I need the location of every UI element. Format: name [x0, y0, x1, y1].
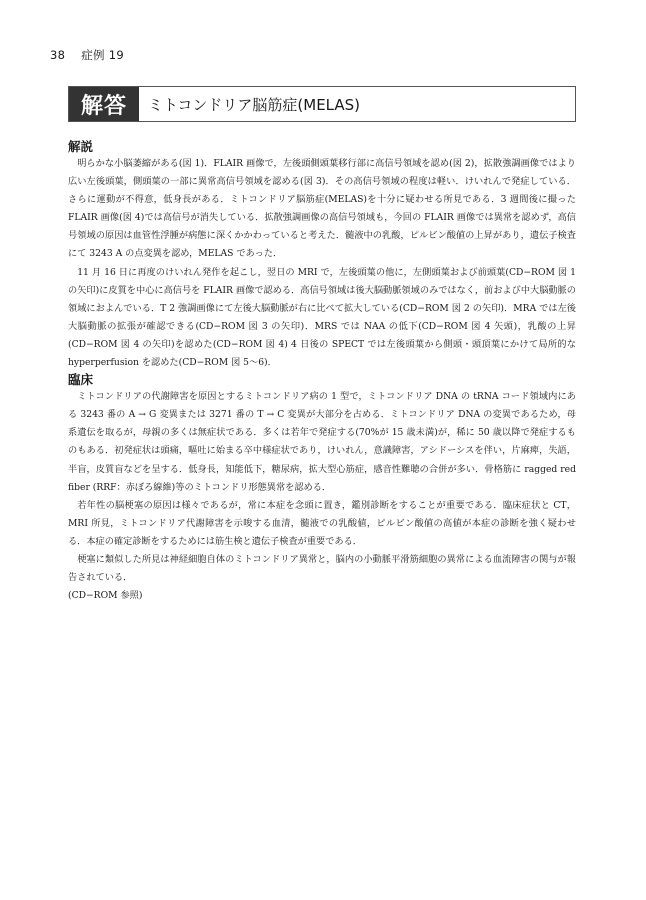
clinical-paragraph-3: 梗塞に類似した所見は神経細胞自体のミトコンドリア異常と，脳内の小動脈平滑筋細胞の異常による血流障害の関与が報告されている．	[68, 553, 576, 584]
running-header	[50, 47, 124, 63]
commentary-paragraph-1: 明らかな小脳萎縮がある(図 1)．FLAIR 画像で，左後頭側頭葉移行部に高信号領域を認め(図 2)，拡散強調画像ではより広い左後頭葉，側頭葉の一部に異常高信号領域を認める(図 3)．その高信号領域の程度は軽い．けいれんで発症している．さらに運動が不得意，低身長がある．ミトコンドリア脳筋症(MELAS)を十分に疑わせる所見である．3 週間後に撮った FLAIR 画像(図 4)では高信号が消失している．拡散強調画像の高信号領域も，今回の FLAIR 画像では異常を認めず，高信号領域の原因は血管性浮腫が病態に深くかかわっていると考えた．髄液中の乳酸，ピルビン酸値の上昇があり，遺伝子検査にて 3243 A の点変異を認め，MELAS であった．	[68, 158, 576, 260]
cd-rom-reference: (CD−ROM 参照)	[68, 590, 143, 602]
clinical-heading: 臨床	[68, 372, 94, 388]
page-number: 38	[50, 48, 66, 62]
clinical-paragraph-1: ミトコンドリアの代謝障害を原因とするミトコンドリア病の 1 型で，ミトコンドリア DNA の tRNA コード領域内にある 3243 番の A → G 変異または 3271 番の T → C 変異が大部分を占める．ミトコンドリア DNA の変異であるため，母系遺伝を取るが，母親の多くは無症状である．多くは若年で発症する(70%が 15 歳未満)が，稀に 50 歳以降で発症するものもある．初発症状は頭痛，嘔吐に始まる卒中様症状であり，けいれん，意識障害，アシドーシスを伴い，片麻痺，失語，半盲，皮質盲などを呈する．低身長，知能低下，糖尿病，拡大型心筋症，感音性難聴の合併が多い．骨格筋に ragged red fiber (RRF：赤ぼろ線維)等のミトコンドリ形態異常を認める．	[68, 391, 576, 493]
case-label: 症例 19	[81, 48, 124, 62]
answer-tag: 解答	[69, 87, 139, 121]
clinical-paragraph-2: 若年性の脳梗塞の原因は様々であるが，常に本症を念頭に置き，鑑別診断をすることが重要である．臨床症状と CT，MRI 所見，ミトコンドリア代謝障害を示唆する血清，髄液での乳酸値，ピルビン酸値の高値が本症の診断を強く疑わせる．本症の確定診断をするためには筋生検と遺伝子検査が重要である．	[68, 499, 576, 547]
article-body	[68, 139, 576, 605]
answer-title: ミトコンドリア脳筋症(MELAS)	[148, 95, 361, 114]
commentary-paragraph-2: 11 月 16 日に再度のけいれん発作を起こし，翌日の MRI で，左後頭葉の他に，左側頭葉および前頭葉(CD−ROM 図 1 の矢印)に皮質を中心に高信号を FLAIR 画像で認める．高信号領域は後大脳動脈領域のみではなく，前および中大脳動脈の領域におよんでいる．T 2 強調画像にて左後大脳動脈が右に比べて拡大している(CD−ROM 図 2 の矢印)．MRA では左後大脳動脈の拡張が確認できる(CD−ROM 図 3 の矢印)．MRS では NAA の低下(CD−ROM 図 4 矢頭)，乳酸の上昇(CD−ROM 図 4 の矢印)を認めた(CD−ROM 図 4) 4 日後の SPECT では左後頭葉から側頭・頭頂葉にかけて局所的な hyperperfusion を認めた(CD−ROM 図 5〜6)．	[68, 266, 576, 369]
answer-banner	[68, 86, 576, 122]
commentary-heading: 解説	[68, 139, 94, 154]
